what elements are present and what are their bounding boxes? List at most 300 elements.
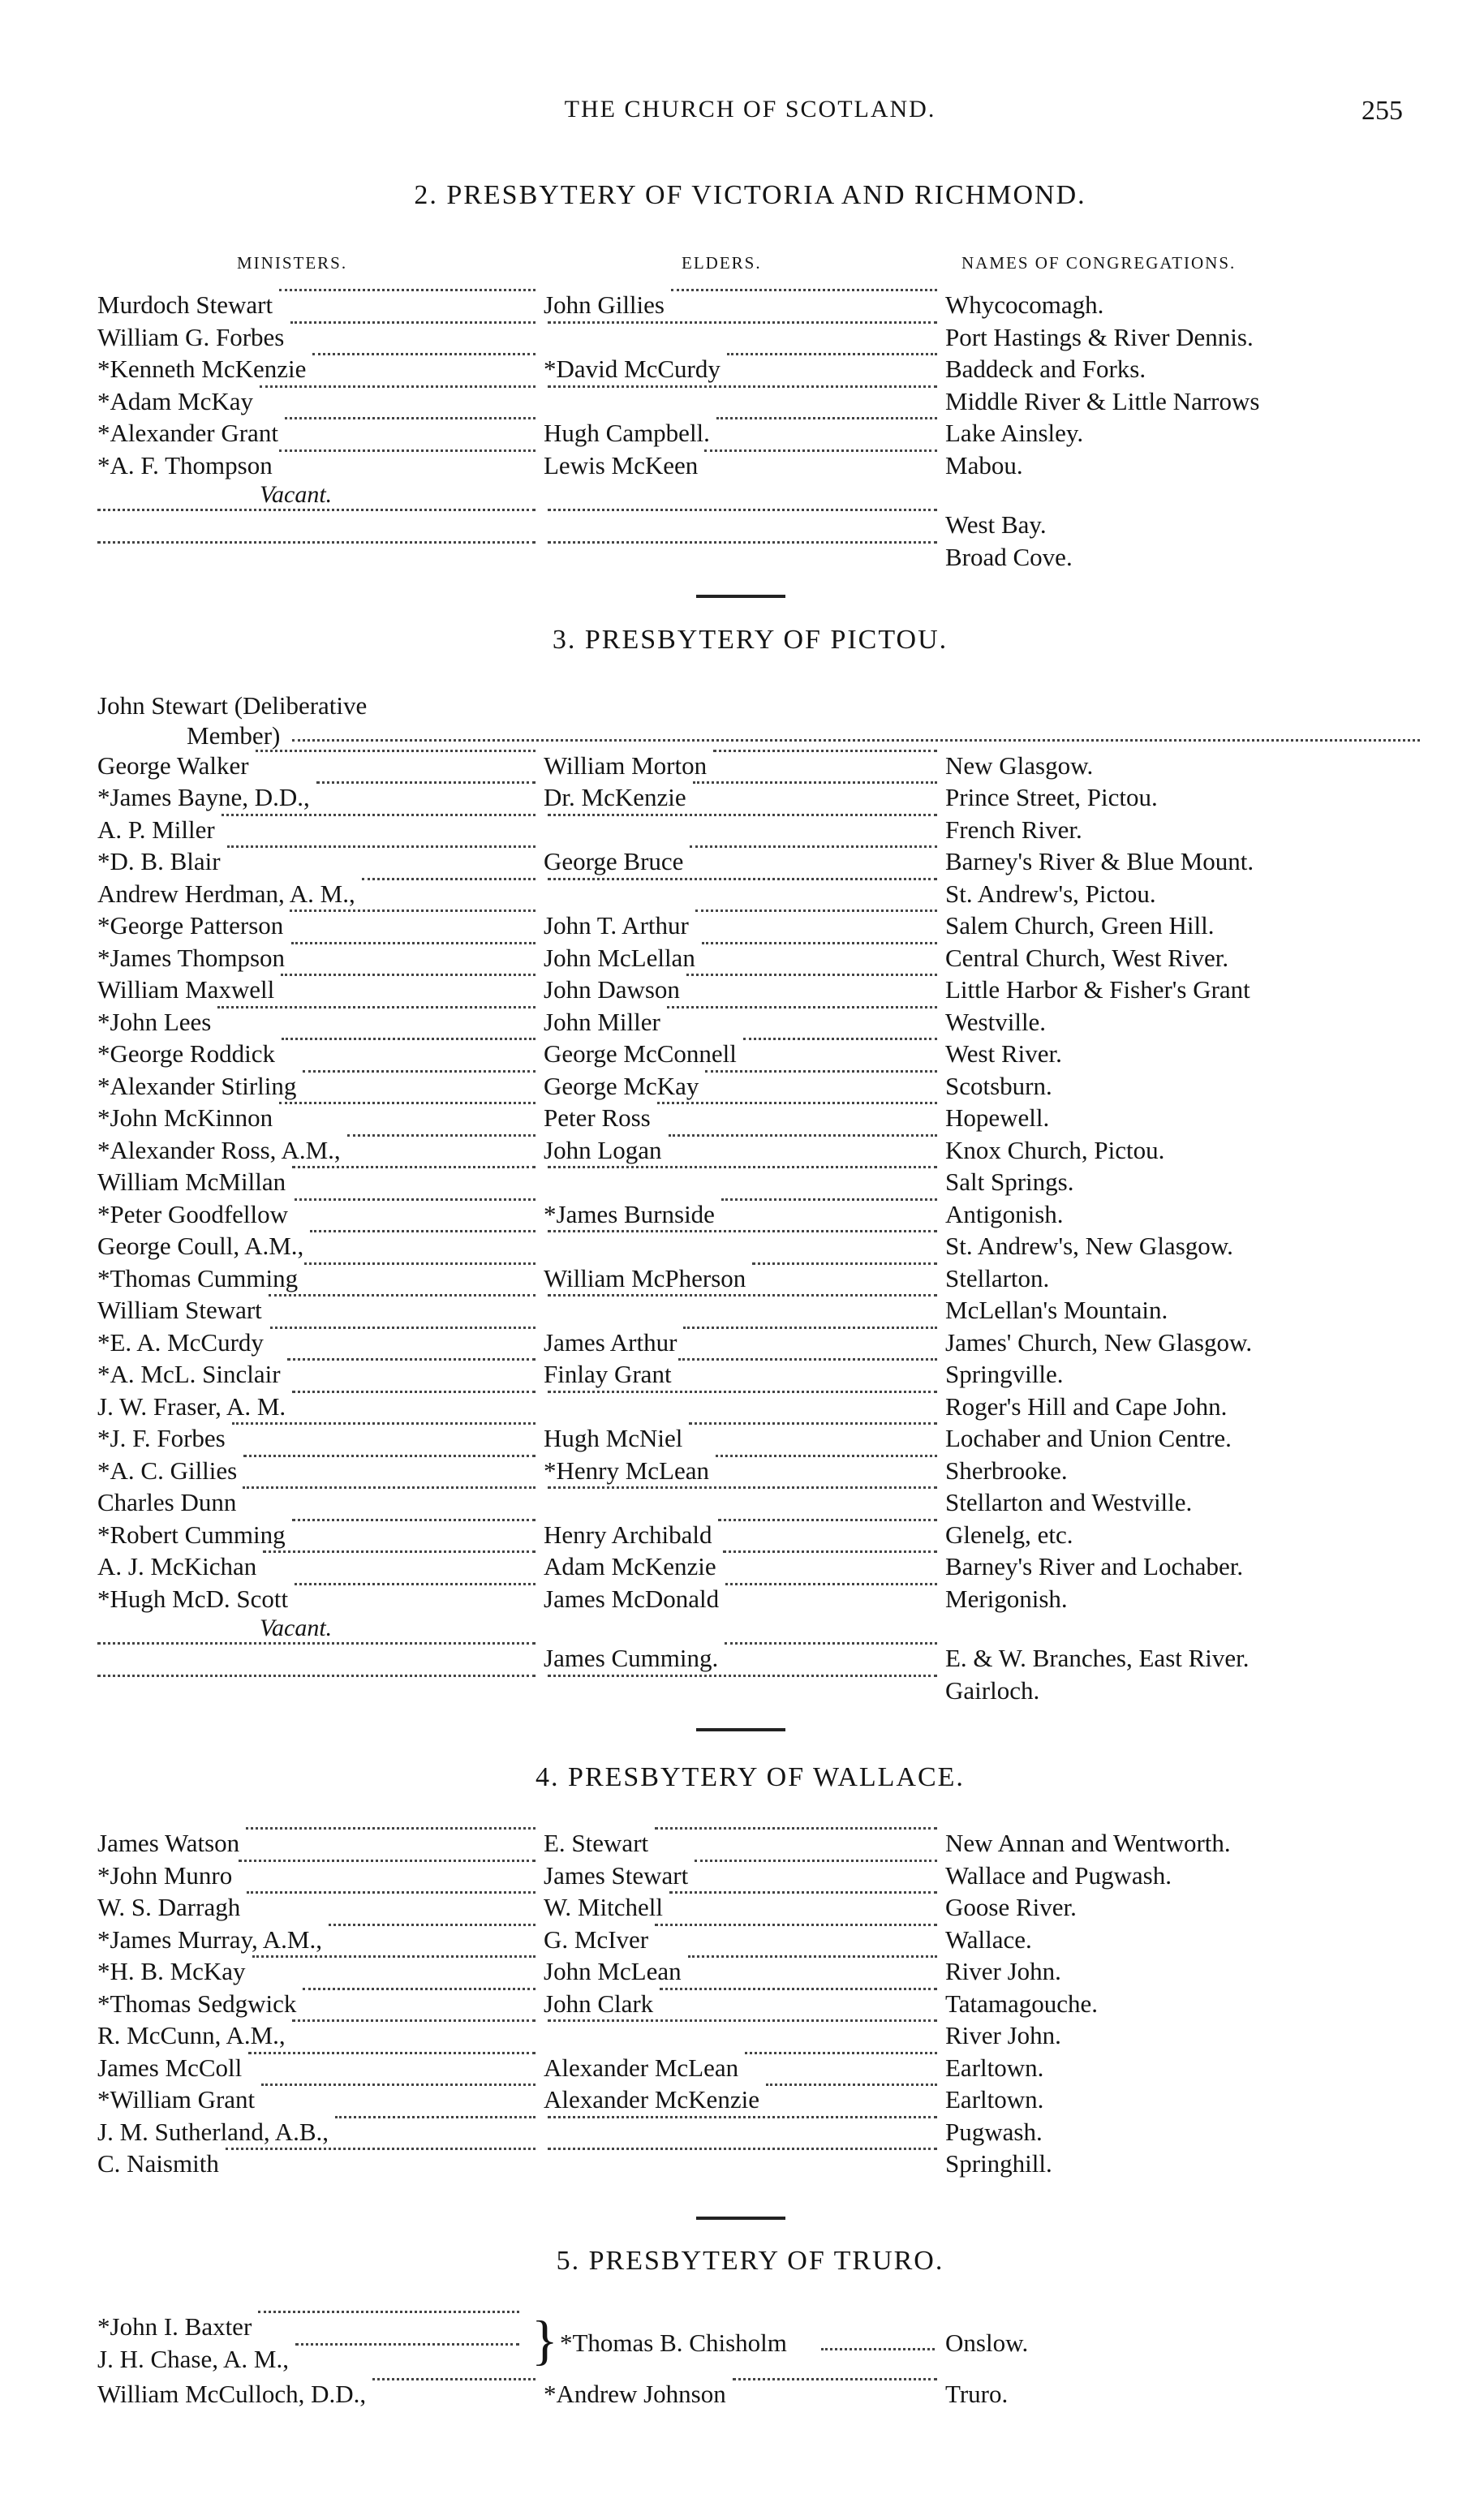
- dot-leader: [295, 1583, 536, 1585]
- list-item: [97, 1550, 1420, 1583]
- dot-leader: [695, 1860, 937, 1862]
- elder-name: John T. Arthur: [544, 911, 689, 940]
- dot-leader: [766, 2084, 937, 2086]
- dot-leader: [287, 1358, 536, 1361]
- list-item: [97, 2052, 1420, 2084]
- elder-name: Lewis McKeen: [544, 450, 699, 479]
- list-item: [97, 2084, 1420, 2116]
- congregation-name: New Annan and Wentworth.: [945, 1829, 1231, 1857]
- congregation-name: West River.: [945, 1039, 1062, 1068]
- dot-leader: [548, 1486, 937, 1489]
- minister-name: George Walker: [97, 750, 249, 780]
- minister-name: *Alexander Stirling: [97, 1071, 297, 1100]
- congregation-name: Port Hastings & River Dennis.: [945, 322, 1254, 351]
- elder-name: Alexander McLean: [544, 2053, 739, 2082]
- elders-heading: ELDERS.: [682, 253, 762, 273]
- minister-name: *H. B. McKay: [97, 1957, 246, 1985]
- list-item: [97, 1891, 1420, 1924]
- congregation-name: French River.: [945, 815, 1082, 844]
- dot-leader: [657, 1102, 937, 1104]
- list-item-continued: [97, 722, 1420, 750]
- minister-name: *A. F. Thompson: [97, 450, 273, 479]
- list-item: [97, 1166, 1420, 1198]
- column-headings: [97, 253, 1403, 277]
- congregation-name: Gairloch.: [945, 1675, 1040, 1705]
- minister-name-continued: Member): [187, 720, 281, 750]
- dot-leader: [693, 781, 937, 784]
- dot-leader: [688, 1955, 937, 1958]
- dot-leader: [702, 942, 937, 944]
- dot-leader: [263, 1550, 536, 1553]
- minister-name: *George Patterson: [97, 911, 284, 940]
- list-item: [97, 385, 1420, 418]
- minister-name: *Alexander Grant: [97, 419, 278, 447]
- dot-leader: [713, 750, 937, 752]
- elder-name: G. McIver: [544, 1924, 649, 1954]
- minister-name: *James Bayne, D.D.,: [97, 783, 310, 811]
- dot-leader: [704, 449, 937, 452]
- minister-name: *Adam McKay: [97, 386, 253, 415]
- dot-leader: [725, 1642, 937, 1645]
- list-item: [97, 1327, 1420, 1359]
- congregation-name: River John.: [945, 2021, 1061, 2049]
- list-item: [97, 1038, 1420, 1070]
- dot-leader: [745, 2052, 937, 2054]
- elder-name: John Dawson: [544, 975, 680, 1004]
- dot-leader: [548, 1391, 937, 1393]
- minister-name: William Maxwell: [97, 975, 275, 1004]
- dot-leader: [256, 750, 536, 752]
- elder-name: James Cumming.: [544, 1644, 719, 1672]
- minister-name: A. J. McKichan: [97, 1552, 257, 1580]
- elder-name: *Henry McLean: [544, 1456, 709, 1485]
- elder-name: Adam McKenzie: [544, 1552, 716, 1580]
- dot-leader: [291, 942, 536, 944]
- minister-name: *James Thompson: [97, 943, 286, 972]
- minister-name: *Hugh McD. Scott: [97, 1584, 289, 1613]
- congregation-name: Stellarton and Westville.: [945, 1488, 1193, 1516]
- elder-name: *David McCurdy: [544, 355, 720, 383]
- elder-name: Henry Archibald: [544, 1520, 712, 1549]
- dot-leader: [347, 1134, 536, 1137]
- congregation-name: Barney's River and Lochaber.: [945, 1552, 1244, 1580]
- dot-leader: [270, 1327, 536, 1329]
- elder-name: E. Stewart: [544, 1829, 649, 1857]
- dot-leader: [548, 541, 937, 544]
- dot-leader: [290, 321, 536, 324]
- elder-name: W. Mitchell: [544, 1893, 663, 1921]
- congregation-name: Springville.: [945, 1360, 1064, 1388]
- list-item: [97, 1134, 1420, 1167]
- list-item: [97, 1924, 1420, 1956]
- list-item: [97, 878, 1420, 910]
- congregation-name: Antigonish.: [945, 1199, 1064, 1228]
- list-item: [97, 781, 1420, 814]
- dot-leader: [548, 509, 937, 511]
- list-item: [97, 1455, 1420, 1487]
- dot-leader: [548, 1230, 937, 1232]
- dot-leader: [295, 2343, 519, 2346]
- dot-leader: [226, 2148, 536, 2150]
- minister-name: *Peter Goodfellow: [97, 1199, 289, 1228]
- section-title-victoria-richmond: 2. PRESBYTERY OF VICTORIA AND RICHMOND.: [414, 180, 1086, 210]
- dot-leader: [303, 1988, 536, 1990]
- elder-name: *James Burnside: [544, 1199, 715, 1228]
- congregation-name: Salem Church, Green Hill.: [945, 911, 1215, 940]
- congregation-name: James' Church, New Glasgow.: [945, 1327, 1253, 1357]
- minister-name: William G. Forbes: [97, 322, 285, 351]
- minister-name: R. McCunn, A.M.,: [97, 2021, 286, 2049]
- presbytery-pictou-list: [97, 690, 1420, 1706]
- elder-name: John Clark: [544, 1989, 654, 2018]
- elder-name: Finlay Grant: [544, 1360, 672, 1388]
- congregation-name: Westville.: [945, 1007, 1047, 1036]
- minister-name: William Stewart: [97, 1296, 262, 1324]
- congregation-name: Sherbrooke.: [945, 1456, 1068, 1485]
- elder-name: William McPherson: [544, 1263, 746, 1292]
- list-item: [97, 2019, 1420, 2052]
- elder-name: John McLellan: [544, 943, 695, 972]
- congregation-name: Barney's River & Blue Mount.: [945, 847, 1254, 875]
- vacant-label-row: [97, 481, 1420, 509]
- list-item: [97, 1675, 1420, 1707]
- dot-leader: [269, 1294, 536, 1297]
- dot-leader: [303, 1070, 536, 1073]
- minister-name: James Watson: [97, 1829, 240, 1857]
- minister-name: J. H. Chase, A. M.,: [97, 2344, 289, 2373]
- page-header: [97, 96, 1403, 144]
- elder-name: George McConnell: [544, 1039, 737, 1068]
- dot-leader: [548, 878, 937, 880]
- dot-leader: [97, 541, 536, 544]
- congregation-name: Merigonish.: [945, 1584, 1068, 1613]
- dot-leader: [260, 385, 536, 388]
- congregation-name: Springhill.: [945, 2149, 1052, 2178]
- dot-leader: [310, 1230, 536, 1232]
- minister-name: W. S. Darragh: [97, 1893, 241, 1921]
- list-item: [97, 690, 1420, 722]
- congregation-name: Prince Street, Pictou.: [945, 783, 1158, 811]
- list-item: [97, 1102, 1420, 1134]
- dot-leader: [292, 1519, 536, 1521]
- section-divider: [696, 595, 785, 598]
- dot-leader: [683, 1327, 937, 1329]
- elder-name: John McLean: [544, 1957, 682, 1985]
- congregation-name: E. & W. Branches, East River.: [945, 1644, 1250, 1672]
- dot-leader: [548, 321, 937, 324]
- section-title-pictou: 3. PRESBYTERY OF PICTOU.: [552, 625, 948, 655]
- dot-leader: [292, 1391, 536, 1393]
- minister-name: *Thomas Sedgwick: [97, 1989, 297, 2018]
- dot-leader: [227, 845, 536, 848]
- minister-name: *Alexander Ross, A.M.,: [97, 1135, 341, 1164]
- congregation-name: Wallace and Pugwash.: [945, 1860, 1172, 1890]
- dot-leader: [669, 1134, 937, 1137]
- congregation-name: Knox Church, Pictou.: [945, 1135, 1165, 1164]
- minister-name: Charles Dunn: [97, 1488, 237, 1516]
- list-item: [97, 1358, 1420, 1391]
- list-item: [97, 942, 1420, 974]
- list-item: [97, 750, 1420, 782]
- congregation-name: Baddeck and Forks.: [945, 355, 1146, 383]
- congregation-name: Lochaber and Union Centre.: [945, 1424, 1232, 1452]
- presbytery-truro-list: [97, 2311, 1420, 2410]
- minister-name: *A. McL. Sinclair: [97, 1360, 281, 1388]
- presbytery-victoria-richmond-list: [97, 289, 1420, 573]
- dot-leader: [279, 1102, 536, 1104]
- congregation-name: Pugwash.: [945, 2117, 1043, 2146]
- dot-leader: [316, 781, 536, 784]
- section-title-wallace: 4. PRESBYTERY OF WALLACE.: [536, 1762, 965, 1792]
- dot-leader: [660, 1988, 937, 1990]
- dot-leader: [655, 1924, 937, 1926]
- congregation-name: New Glasgow.: [945, 750, 1094, 780]
- minister-name: Murdoch Stewart: [97, 290, 273, 319]
- list-item: [97, 1198, 1420, 1231]
- congregation-name: River John.: [945, 1957, 1061, 1985]
- page-number: 255: [1361, 96, 1403, 126]
- dot-leader: [667, 1006, 937, 1008]
- elder-name: George Bruce: [544, 847, 684, 875]
- dot-leader: [312, 353, 536, 355]
- list-item: [97, 845, 1420, 878]
- elder-name: Dr. McKenzie: [544, 783, 686, 811]
- dot-leader: [548, 814, 937, 816]
- dot-leader: [97, 1642, 536, 1645]
- congregation-name: Whycocomagh.: [945, 290, 1104, 319]
- minister-name: William McCulloch, D.D.,: [97, 2380, 367, 2408]
- dot-leader: [246, 1827, 536, 1830]
- dot-leader: [718, 1519, 937, 1521]
- congregation-name: Stellarton.: [945, 1263, 1050, 1292]
- list-item: [97, 1827, 1420, 1860]
- elder-name: William Morton: [544, 750, 708, 780]
- minister-name: *John McKinnon: [97, 1103, 273, 1132]
- dot-leader: [727, 353, 937, 355]
- congregation-name: St. Andrew's, New Glasgow.: [945, 1232, 1233, 1260]
- list-item: [97, 1955, 1420, 1988]
- congregation-name: St. Andrew's, Pictou.: [945, 879, 1156, 908]
- congregation-name: Earltown.: [945, 2085, 1044, 2114]
- dot-leader: [217, 1006, 536, 1008]
- dot-leader: [690, 845, 937, 848]
- dot-leader: [292, 1166, 536, 1168]
- list-item: [97, 417, 1420, 449]
- minister-name: *William Grant: [97, 2085, 256, 2114]
- minister-name: *George Roddick: [97, 1039, 275, 1068]
- list-item: [97, 1583, 1420, 1615]
- congregation-name: Middle River & Little Narrows: [945, 386, 1260, 415]
- dot-leader: [372, 2378, 536, 2380]
- section-title-truro: 5. PRESBYTERY OF TRURO.: [556, 2246, 944, 2276]
- list-item: [97, 353, 1420, 385]
- list-item: [97, 289, 1420, 321]
- dot-leader: [252, 1955, 536, 1958]
- minister-name: *John Munro: [97, 1860, 233, 1890]
- minister-name: J. W. Fraser, A. M.: [97, 1391, 286, 1421]
- dot-leader: [548, 1675, 937, 1677]
- congregation-name: Broad Cove.: [945, 542, 1073, 571]
- dot-leader: [282, 1038, 536, 1040]
- dot-leader: [548, 2019, 937, 2022]
- list-item: [97, 1642, 1420, 1675]
- dot-leader: [285, 417, 536, 419]
- dot-leader: [548, 2116, 937, 2118]
- congregation-name: West Bay.: [945, 510, 1047, 539]
- congregation-name: Little Harbor & Fisher's Grant: [945, 975, 1250, 1004]
- minister-name: John Stewart (Deliberative: [97, 691, 368, 720]
- congregation-name: Wallace.: [945, 1924, 1032, 1954]
- dot-leader: [335, 2116, 536, 2118]
- section-divider: [696, 1728, 785, 1731]
- congregation-name: Earltown.: [945, 2053, 1044, 2082]
- elder-name: James McDonald: [544, 1584, 720, 1613]
- dot-leader: [258, 2311, 519, 2313]
- congregation-name: Tatamagouche.: [945, 1989, 1099, 2018]
- elder-name: Peter Ross: [544, 1103, 651, 1132]
- congregation-name: Goose River.: [945, 1893, 1077, 1921]
- shared-elder: *Thomas B. Chisholm: [560, 2329, 787, 2357]
- list-item: [97, 1519, 1420, 1551]
- dot-leader: [279, 289, 536, 291]
- section-divider: [696, 2217, 785, 2220]
- dot-leader: [329, 1924, 536, 1926]
- minister-name: A. P. Miller: [97, 815, 215, 844]
- elder-name: James Stewart: [544, 1860, 689, 1890]
- congregation-name: Hopewell.: [945, 1103, 1050, 1132]
- dot-leader: [548, 1166, 937, 1168]
- list-item: [97, 1422, 1420, 1455]
- dot-leader: [695, 910, 937, 912]
- dot-leader: [281, 974, 536, 976]
- dot-leader: [716, 1455, 937, 1457]
- minister-name: *John Lees: [97, 1007, 212, 1036]
- dot-leader: [716, 417, 937, 419]
- dot-leader: [247, 1891, 536, 1894]
- dot-leader: [705, 1070, 937, 1073]
- dot-leader: [304, 1262, 536, 1265]
- minister-name: J. M. Sutherland, A.B.,: [97, 2117, 329, 2146]
- dot-leader: [725, 1583, 937, 1585]
- list-item: [97, 1860, 1420, 1892]
- list-item: [97, 1070, 1420, 1103]
- list-item: [97, 1988, 1420, 2020]
- list-item: [97, 974, 1420, 1006]
- list-item: [97, 541, 1420, 574]
- dot-leader: [261, 2084, 536, 2086]
- dot-leader: [669, 1891, 937, 1894]
- list-item: [97, 1230, 1420, 1262]
- dot-leader: [821, 2348, 935, 2350]
- elder-name: John Logan: [544, 1135, 662, 1164]
- congregation-name: Scotsburn.: [945, 1071, 1052, 1100]
- elder-name: Alexander McKenzie: [544, 2085, 759, 2114]
- congregation-name: Salt Springs.: [945, 1168, 1074, 1196]
- list-item: [97, 2378, 1420, 2410]
- dot-leader: [548, 2148, 937, 2150]
- dot-leader: [279, 449, 536, 452]
- congregation-name: Mabou.: [945, 450, 1023, 479]
- list-item: [97, 814, 1420, 846]
- dot-leader: [689, 1422, 937, 1425]
- vacant-label: Vacant.: [260, 481, 333, 508]
- vacant-label: Vacant.: [260, 1615, 333, 1641]
- list-item: [97, 1006, 1420, 1039]
- minister-name: *Robert Cumming: [97, 1520, 286, 1549]
- elder-name: George McKay: [544, 1071, 699, 1100]
- dot-leader: [292, 722, 1420, 742]
- minister-name: C. Naismith: [97, 2149, 219, 2178]
- elder-name: James Arthur: [544, 1327, 677, 1357]
- dot-leader: [292, 2019, 536, 2022]
- minister-name: Andrew Herdman, A. M.,: [97, 879, 355, 908]
- list-item: [97, 910, 1420, 942]
- minister-name: James McColl: [97, 2053, 243, 2082]
- dot-leader: [290, 910, 536, 912]
- elder-name: John Gillies: [544, 290, 665, 319]
- dot-leader: [548, 1294, 937, 1297]
- minister-name: *Kenneth McKenzie: [97, 355, 307, 383]
- list-item: [97, 321, 1420, 354]
- vacant-label-row: [97, 1615, 1420, 1642]
- list-item: [97, 1391, 1420, 1423]
- ministers-heading: MINISTERS.: [237, 253, 348, 273]
- congregation-name: Truro.: [945, 2380, 1009, 2408]
- brace-symbol: }: [531, 2309, 558, 2371]
- elder-name: Hugh McNiel: [544, 1424, 683, 1452]
- elder-name: *Andrew Johnson: [544, 2380, 726, 2408]
- dot-leader: [743, 1038, 937, 1040]
- list-item: [97, 2116, 1420, 2148]
- minister-name: *A. C. Gillies: [97, 1456, 238, 1485]
- dot-leader: [97, 509, 536, 511]
- dot-leader: [248, 2052, 536, 2054]
- list-item: [97, 1486, 1420, 1519]
- list-item: [97, 449, 1420, 482]
- shared-congregation: Onslow.: [945, 2329, 1029, 2357]
- minister-name: *Thomas Cumming: [97, 1263, 299, 1292]
- elder-name: Hugh Campbell.: [544, 419, 710, 447]
- list-item: [97, 1294, 1420, 1327]
- minister-name: *John I. Baxter: [97, 2312, 252, 2341]
- presbytery-wallace-list: [97, 1827, 1420, 2180]
- elder-name: John Miller: [544, 1007, 660, 1036]
- dot-leader: [686, 974, 937, 976]
- dot-leader: [97, 1675, 536, 1677]
- dot-leader: [752, 1262, 937, 1265]
- dot-leader: [243, 1486, 536, 1489]
- dot-leader: [232, 1422, 536, 1425]
- dot-leader: [721, 1198, 937, 1201]
- dot-leader: [723, 1550, 937, 1553]
- congregations-heading: NAMES OF CONGREGATIONS.: [961, 253, 1237, 273]
- dot-leader: [243, 1455, 536, 1457]
- dot-leader: [655, 1827, 937, 1830]
- dot-leader: [548, 385, 937, 388]
- dot-leader: [222, 814, 536, 816]
- minister-name: William McMillan: [97, 1168, 286, 1196]
- minister-name: *James Murray, A.M.,: [97, 1924, 322, 1954]
- dot-leader: [295, 1198, 536, 1201]
- dot-leader: [733, 2378, 937, 2380]
- congregation-name: Central Church, West River.: [945, 943, 1229, 972]
- congregation-name: Roger's Hill and Cape John.: [945, 1391, 1228, 1421]
- congregation-name: McLellan's Mountain.: [945, 1296, 1168, 1324]
- list-item: [97, 1262, 1420, 1295]
- minister-name: *J. F. Forbes: [97, 1424, 226, 1452]
- dot-leader: [678, 1358, 937, 1361]
- minister-name: George Coull, A.M.,: [97, 1232, 304, 1260]
